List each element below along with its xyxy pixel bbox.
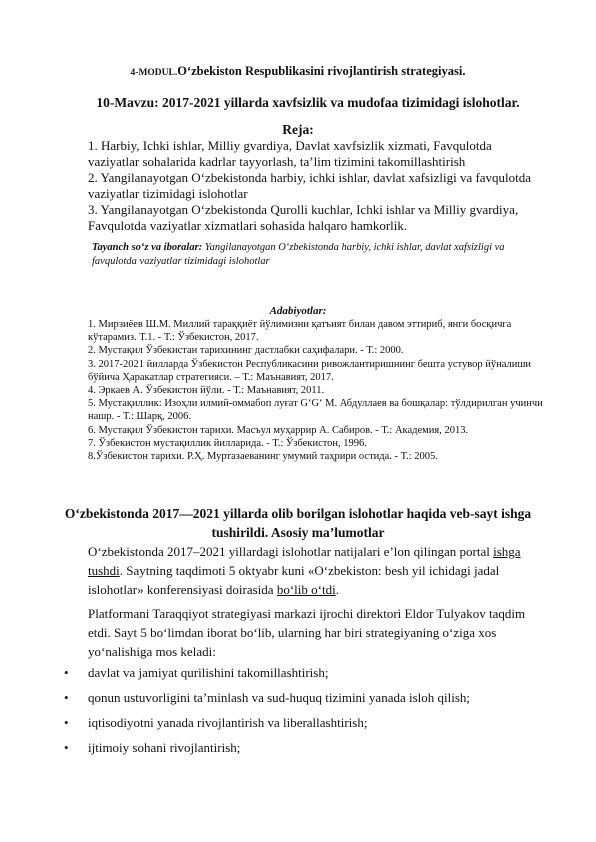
- paragraph-text: .: [335, 582, 339, 597]
- plan-item: 2. Yangilanayotgan O‘zbekistonda harbiy, ichki ishlar, davlat xafsizligi va favqulotda vaziyatlar tizimidagi islohotlar: [88, 170, 532, 201]
- list-item: [60, 715, 550, 740]
- module-name: O‘zbekiston Respublikasini rivojlantirish strategiyasi.: [177, 64, 466, 78]
- bullet-icon: •: [64, 690, 69, 705]
- literature-item: 4. Эркаев А. Ўзбекистон йўли. - Т.: Маънавият, 2011.: [88, 385, 325, 397]
- literature-heading: Adabiyotlar:: [269, 305, 327, 317]
- plan-list: [88, 138, 538, 234]
- plan-heading: Reja:: [282, 122, 314, 137]
- bullet-list: [60, 665, 550, 765]
- plan-item: 1. Harbiy, Ichki ishlar, Milliy gvardiya, Davlat xavfsizlik xizmati, Favqulotda vaziyatlar sohalarida kadrlar tayyorlash, ta’lim tizimini takomillashtirish: [88, 138, 492, 169]
- presentation-link[interactable]: bo‘lib o‘tdi: [276, 582, 336, 597]
- theme-title: 10-Mavzu: 2017-2021 yillarda xavfsizlik va mudofaa tizimidagi islohotlar.: [96, 95, 520, 110]
- literature-item: 5. Мустақиллик: Изоҳли илмий-оммабоп луғат G‘G‘ М. Абдуллаев ва бошқалар: тўлдирилган учинчи нашр. - Т.: Шарқ, 2006.: [88, 398, 543, 423]
- keywords-block: [92, 241, 532, 269]
- paragraph-text: . Saytning taqdimoti 5 oktyabr kuni «O‘zbekiston: besh yil ichidagi jadal islohotlar» konferensiyasi doirasida: [88, 563, 500, 597]
- article-heading: O‘zbekistonda 2017—2021 yillarda olib borilgan islohotlar haqida veb-sayt ishga tushirildi. Asosiy ma’lumotlar: [64, 506, 532, 540]
- literature-item: 6. Мустақил Ўзбекистон тарихи. Масъул муҳаррир А. Сабиров. - Т.: Академия, 2013.: [88, 424, 469, 436]
- article-paragraph-2: Platformani Taraqqiyot strategiyasi markazi ijrochi direktori Eldor Tulyakov taqdim etdi. Sayt 5 bo‘limdan iborat bo‘lib, ularning har biri strategiyaning o‘ziga xos yo‘nalishiga mos keladi:: [88, 606, 526, 659]
- list-item: [60, 690, 550, 715]
- portal-link[interactable]: ishga tushdi: [88, 544, 521, 578]
- literature-item: 7. Ўзбекистон мустақиллик йилларида. - Т.: Ўзбекистон, 1996.: [88, 437, 367, 449]
- literature-item: 3. 2017-2021 йилларда Ўзбекистон Республикасини ривожлантиришнинг бешта устувор йўналиши бўйича Ҳаракатлар стратегияси. – Т.: Маънавият, 2017.: [88, 358, 532, 383]
- keywords-text: Yangilanayotgan O‘zbekistonda harbiy, ichki ishlar, davlat xafsizligi va favqulotda vaziyatlar tizimidagi islohotlar: [92, 242, 505, 267]
- list-item-text: davlat va jamiyat qurilishini takomillashtirish;: [88, 665, 329, 680]
- literature-item: 2. Мустақил Ўзбекистан тарихининг дастлабки саҳифалари. - Т.: 2000.: [88, 345, 404, 357]
- list-item: [60, 740, 550, 765]
- list-item-text: qonun ustuvorligini ta’minlash va sud-huquq tizimini yanada isloh qilish;: [88, 690, 471, 705]
- article-paragraph-1: [88, 542, 548, 599]
- module-title: [0, 64, 596, 79]
- list-item: [60, 665, 550, 690]
- bullet-icon: •: [64, 665, 69, 680]
- list-item-text: ijtimoiy sohani rivojlantirish;: [88, 740, 241, 755]
- bullet-icon: •: [64, 715, 69, 730]
- plan-item: 3. Yangilanayotgan O‘zbekistonda Qurolli kuchlar, Ichki ishlar va Milliy gvardiya, Favqulotda vaziyatlar xizmatlari sohasida halqaro hamkorlik.: [88, 202, 519, 233]
- list-item-text: iqtisodiyotni yanada rivojlantirish va liberallashtirish;: [88, 715, 368, 730]
- literature-item: 1. Мирзиёев Ш.М. Миллий тараққиёт йўлимизни қатъият билан давом эттириб, янги босқичга кўтарамиз. Т.1. - Т.: Ўзбекистон, 2017.: [88, 319, 512, 344]
- literature-list: [88, 318, 548, 463]
- keywords-label: Tayanch so‘z va iboralar:: [92, 242, 203, 253]
- module-tag: 4-MODUL.: [130, 68, 178, 78]
- literature-item: 8.Ўзбекистон тарихи. Р.Ҳ. Муртазаеванинг умумий таҳрири остида. - Т.: 2005.: [88, 451, 438, 463]
- paragraph-text: O‘zbekistonda 2017–2021 yillardagi islohotlar natijalari e’lon qilingan portal: [88, 544, 494, 559]
- bullet-icon: •: [64, 740, 69, 755]
